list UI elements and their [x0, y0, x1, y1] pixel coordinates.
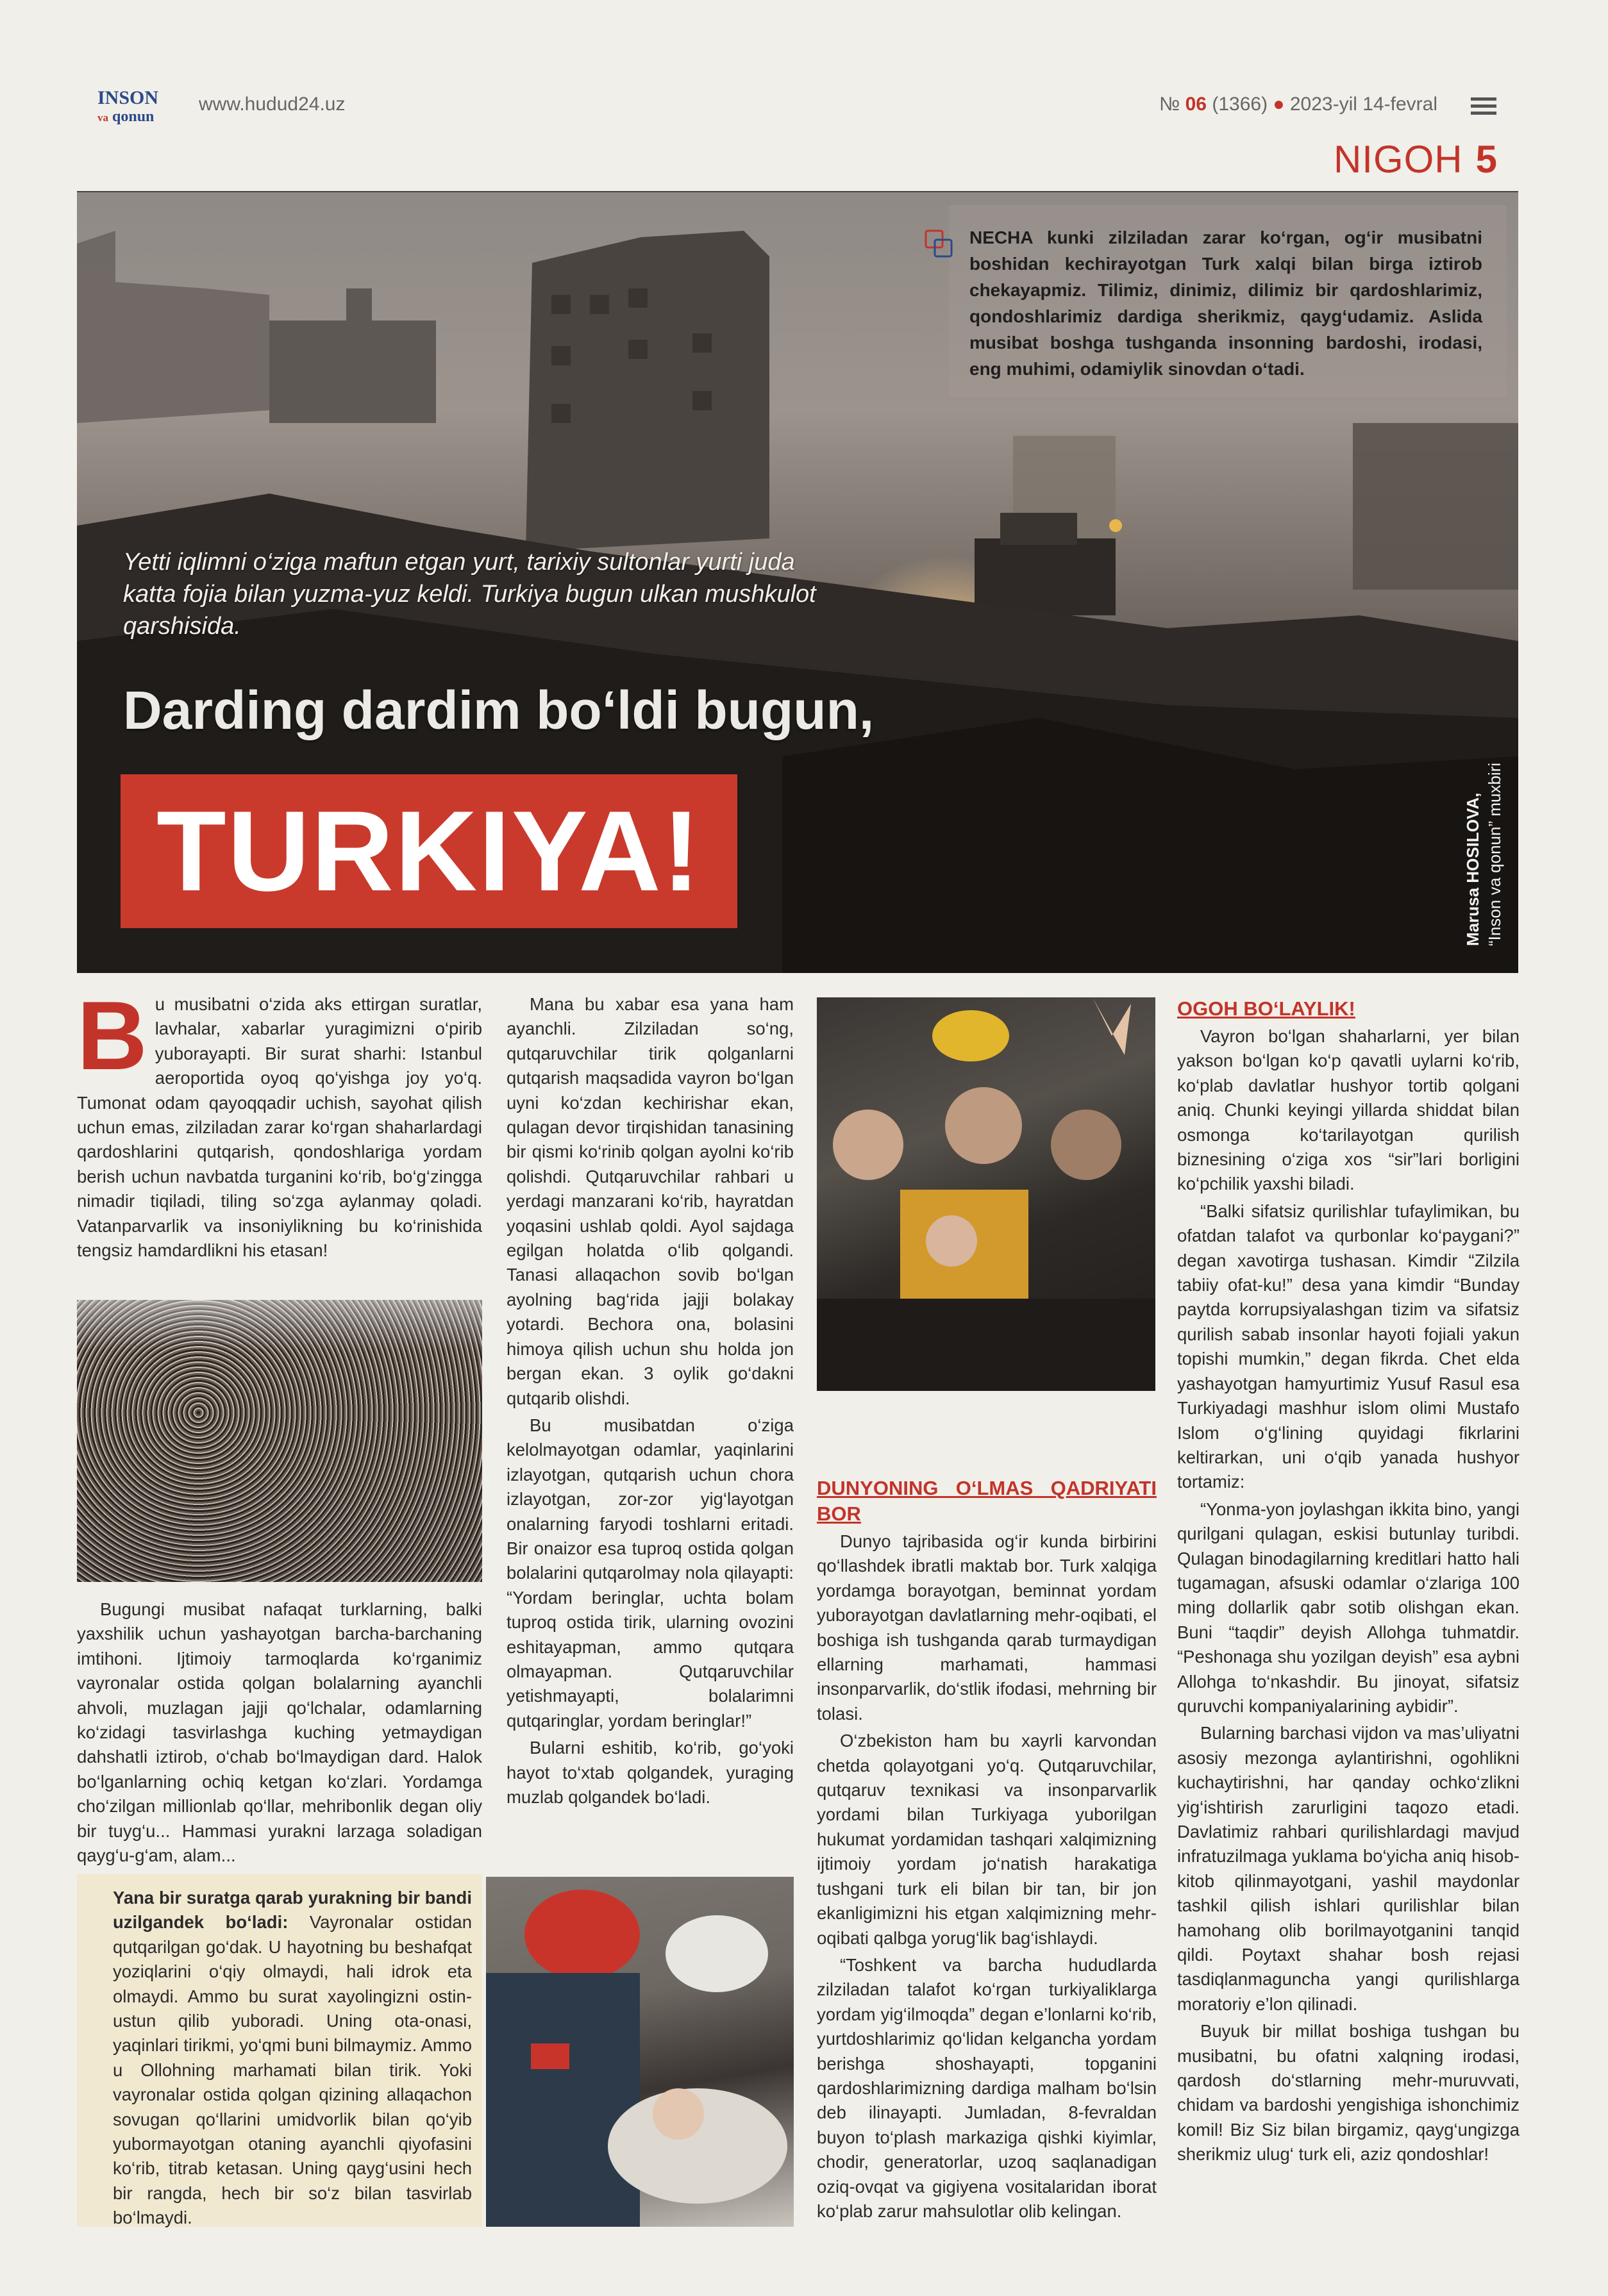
section-heading-values: DUNYONING O‘LMAS QADRIYATI BOR	[817, 1477, 1157, 1525]
issue-number: 06	[1185, 94, 1207, 115]
paragraph: Bugungi musibat nafaqat turklarning, balki yaxshilik uchun yashayotgan barcha-barchaning imtihoni. Ijtimoiy tarmoqlarda ko‘rganimiz vayronalar ostida qolgan bolalarning ayanchli ahvoli, muzlagan jajji qo‘lchalar, odamlarning ko‘zidagi tasvirlashga kuching yetmaydigan dahshatli iztirob, o‘chab bo‘lmaydigan dard. Halok bo‘lganlarning ochiq ketgan ko‘zlari. Yordamga cho‘zilgan millionlab qo‘llar, mehribonlik degan oliy bir tuyg‘u... Hammasi yurakni larzaga soladigan qayg‘u-g‘am, alam...	[77, 1599, 482, 1866]
website-link[interactable]: www.hudud24.uz	[199, 94, 346, 115]
paragraph: “Yonma-yon joylashgan ikkita bino, yangi qurilgani qulagan, eskisi butunlay turibdi. Qulagan binodagilarning kreditlari hatto hali tugamagan, afsuski odamlar o‘zlariga 100 ming dollarlik qabr sotib olishgan ekan. Buni “taqdir” deyish Allohga tuhmatdir. “Peshonaga shu yozilgan deyish” esa aybni Allohga to‘nkashdir. Bu jinoyat, sifatsiz quruvchi kompaniyalarining aybidir”.	[1177, 1499, 1520, 1716]
shaded-body: Vayronalar ostidan qutqarilgan go‘dak. U hayotning bu beshafqat yoziqlarini o‘qiy olmaydi, hali idrok eta olmaydi. Ammo bu surat xayolingizni ostin-ustun qilib yuboradi. Uning ota-onasi, yaqinlari tirikmi, yo‘qmi buni bilmaymiz. Ammo u Ollohning marhamati bilan tirik. Yoki vayronalar ostida qolgan qizining allaqachon sovugan qo‘llarini umidvorlik bilan qo‘yib yubormayotgan otaning ayanchli qiyofasini ko‘rib, titrab ketasan. Uning qayg‘usini hech bir rangda, hech bir so‘z bilan tasvirlab bo‘lmaydi.	[113, 1912, 472, 2228]
article-column-2	[507, 992, 794, 1812]
paragraph: Vayron bo‘lgan shaharlarni, yer bilan yakson bo‘lgan ko‘p qavatli uylarni ko‘rib, ko‘plab davlatlar hushyor tortib qolgani aniq. Chunki keyingi yillarda shiddat bilan osmonga ko‘tarilayotgan qurilish biznesining o‘ziga xos “sir”lari borligini ko‘pchilik yaxshi biladi.	[1177, 1026, 1520, 1194]
newspaper-logo	[97, 88, 181, 124]
airport-crowd-photo	[77, 1300, 482, 1582]
article-column-1-continued	[77, 1597, 482, 1870]
logo-va: va	[97, 112, 108, 124]
shaded-text	[113, 1886, 472, 2231]
headline: Darding dardim bo‘ldi bugun,	[123, 680, 875, 740]
rescue-crowd-photo	[817, 997, 1155, 1391]
author-role: “Inson va qonun” muxbiri	[1485, 762, 1504, 946]
headline-big: TURKIYA!	[121, 774, 737, 928]
paragraph: Buyuk bir millat boshiga tushgan bu musibatni, bu ofatni xalqning irodasi, qardosh do‘stlarning mehr-muruvvati, chidam va bardoshi yengishiga ishonchimiz komil! Biz Siz bilan birgamiz, qayg‘ungizga sherikmiz ulug‘ turk eli, aziz qondoshlar!	[1177, 2021, 1520, 2165]
article-column-1	[77, 981, 482, 1265]
article-column-4	[1177, 996, 1520, 2170]
article-column-3	[817, 1476, 1157, 2226]
paragraph: Dunyo tajribasida og‘ir kunda birbirini qo‘llashdek ibratli maktab bor. Turk xalqiga yordamga borayotgan, beminnat yordam yuborayotgan davlatlarning mehr-oqibati, el boshiga ish tushganda qarab turmaydigan ellarning marhamati, hammasi insonparvarlik, do‘stlik ifodasi, mehrning bir tolasi.	[817, 1531, 1157, 1724]
intro-lead: NECHA	[969, 228, 1033, 247]
paragraph: Bularning barchasi vijdon va mas’uliyatni asosiy mezonga aylantirishni, ogohlikni kuchaytirishni, har qanday ochko‘zlikni yig‘ishtirish zarurligini taqozo etadi. Davlatimiz rahbari qurilishlardagi mavjud infratuzilmaga yuklama bo‘yicha aniq hisob-kitob qilinmayotgani, yashil maydonlar tashkil qilish ishlari qurilishlar bilan hamohang olib borilmayotganini tanqid qildi. Poytaxt shahar bosh rejasi tasdiqlanmaguncha yangi qurilishlarga moratoriy e’lon qilinadi.	[1177, 1723, 1520, 2014]
rescuer-illustration	[486, 1877, 794, 2227]
menu-icon[interactable]	[1471, 97, 1496, 115]
overlap-squares-icon	[923, 228, 955, 260]
logo-line2	[97, 109, 181, 124]
paragraph: Bu musibatdan o‘ziga kelolmayotgan odamlar, yaqinlarini izlayotgan, qutqarish uchun chora izlayotgan, zor-zor yig‘layotgan onalarning faryodi toshlarni eritadi. Bir onaizor esa tuproq ostida qolgan bolalarini qutqarolmay nola qilayapti: “Yordam beringlar, uchta bolam tuproq ostida tirik, ularning ovozini eshitayapman, ammo qutqara olmayapman. Qutqaruvchilar yetishmayapti, bolalarimni qutqaringlar, yordam beringlar!”	[507, 1415, 794, 1731]
shaded-lead: Yana bir suratga qarab yurakning bir bandi uzilgandek bo‘ladi:	[113, 1888, 472, 1933]
shaded-box	[77, 1874, 482, 2227]
paragraph	[77, 981, 482, 1263]
section-title	[1334, 137, 1498, 181]
issue-total: (1366)	[1212, 94, 1268, 115]
rescuer-with-baby-photo	[486, 1877, 794, 2227]
issue-info	[1159, 94, 1437, 115]
section-name: NIGOH	[1333, 138, 1463, 181]
hero-kicker: Yetti iqlimni o‘ziga maftun etgan yurt, tarixiy sultonlar yurti juda katta fojia bilan yuzma-yuz keldi. Turkiya bugun ulkan mushkulot qarshisida.	[123, 549, 816, 640]
intro-text: kunki zilziladan zarar ko‘rgan, og‘ir musibatni boshidan kechirayotgan Turk xalqi bilan birga iztirob chekayapmiz. Tilimiz, dinimiz, dilimiz bir qardoshlarimiz, qondoshlarimiz dardiga sherikmiz, qayg‘udamiz. Aslida musibat boshga tushganda insonning bardoshi, irodasi, eng muhimi, odamiylik sinovdan o‘tadi.	[969, 228, 1482, 379]
issue-prefix: №	[1159, 94, 1180, 115]
drop-cap: B	[77, 981, 147, 1090]
dot-icon: ●	[1273, 94, 1285, 115]
masthead	[77, 82, 1518, 193]
issue-date: 2023-yil 14-fevral	[1289, 94, 1437, 115]
paragraph: “Balki sifatsiz qurilishlar tufaylimikan, bu ofatdan talafot va qurbonlar ko‘paygani?” degan xavotirga tushasan. Kimdir “Zilzila tabiiy ofat-ku!” desa yana kimdir “Bunday paytda korrupsiyalashgan tizim va sifatsiz qurilish sabab insonlar hayoti fojiali yakun topishi mumkin,” degan fikrda. Chet elda yashayotgan hamyurtimiz Yusuf Rasul esa Turkiyadagi mashhur islom olimi Mustafo Islom o‘g‘lining quyidagi fikrlarini keltirarkan, uni o‘qib yanada hushyor tortamiz:	[1177, 1201, 1520, 1492]
hero-photo	[77, 192, 1518, 973]
author-name: Marusa HOSILOVA,	[1463, 792, 1482, 946]
page-number: 5	[1475, 138, 1498, 181]
paragraph: O‘zbekiston ham bu xayrli karvondan chetda qolayotgani yo‘q. Qutqaruvchilar, qutqaruv texnikasi va insonparvarlik yordami bilan Turkiyaga yuborilgan hukumat yordamidan tashqari xalqimizning ijtimoiy yordam jo‘natish harakatiga tushgani turk eli bilan bir tan, bir jon ekanligimizni his etgan xalqimizning mehr-oqibati qalbga yorug‘lik bag‘ishlaydi.	[817, 1731, 1157, 1948]
section-heading-alert: OGOH BO‘LAYLIK!	[1177, 997, 1355, 1020]
paragraph: “Toshkent va barcha hududlarda zilziladan talafot ko‘rgan turkiyaliklarga yordam yig‘ilmoqda” degan e’lonlarni ko‘rib, yurtdoshlarimiz qo‘lidan kelgancha yordam berishga shoshayapti, topganini qardoshlarimizning dardiga malham bo‘lsin deb ilinayapti. Jumladan, 8-fevraldan buyon to‘plash markaziga qishki kiyimlar, chodir, generatorlar, uzoq saqlanadigan oziq-ovqat va gigiyena vositalaridan iborat ko‘plab zarur mahsulotlar olib kelingan.	[817, 1954, 1157, 2221]
paragraph: Mana bu xabar esa yana ham ayanchli. Zilziladan so‘ng, qutqaruvchilar tirik qolganlarni qutqarish maqsadida vayron bo‘lgan uyni ko‘zdan kechirishar ekan, qulagan devor tirqishidan tanasining bir qismi ko‘rinib qolgan ayolni ko‘rib qolishdi. Qutqaruvchilar rahbari u yerdagi manzarani ko‘rib, hayratdan yoqasini ushlab qoldi. Ayol sajdaga egilgan holatda o‘lib qolgandi. Tanasi allaqachon sovib bo‘lgan ayolning bag‘rida jajji bolakay yotardi. Bechora ona, bolasini himoya qilish uchun shu holda jon bergan ekan. 3 oylik go‘dakni qutqarib olishdi.	[507, 994, 794, 1408]
paragraph-text: u musibatni o‘zida aks ettirgan suratlar, lavhalar, xabarlar yuragimizni o‘pirib yuborayapti. Bir surat sharhi: Istanbul aeroportida oyoq qo‘yishga joy yo‘q. Tumonat odam qayoqqadir uchish, sayohat qilish uchun emas, zilziladan zarar ko‘rgan shaharlardagi qardoshlarini qutqarish, qondoshlariga yordam berish uchun navbatda turganini ko‘rib, bo‘g‘zingga nimadir tiqiladi, tiling so‘zga aylanmay qoladi. Vatanparvarlik va insoniylikning bu ko‘rinishida tengsiz hamdardlikni his etasan!	[77, 994, 482, 1261]
logo-qonun: qonun	[112, 108, 155, 125]
author-credit	[1462, 763, 1505, 946]
rescue-crowd-illustration	[817, 997, 1155, 1391]
logo-line1: INSON	[97, 87, 159, 108]
hero-intro	[969, 224, 1482, 382]
paragraph: Bularni eshitib, ko‘rib, go‘yoki hayot to‘xtab qolgandek, yuraging muzlab qolgandek bo‘ladi.	[507, 1738, 794, 1807]
